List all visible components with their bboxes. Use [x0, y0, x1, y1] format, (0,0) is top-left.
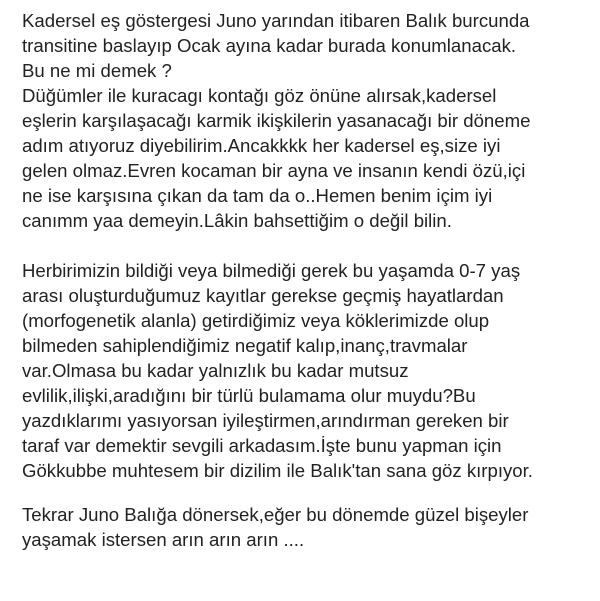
- document-body: [22, 8, 594, 552]
- text-line: ne ise karşısına çıkan da tam da o..Hemen benim içim iyi: [22, 185, 493, 206]
- text-line: gelen olmaz.Evren kocaman bir ayna ve insanın kendi özü,içi: [22, 160, 526, 181]
- text-line: Gökkubbe muhtesem bir dizilim ile Balık'tan sana göz kırpıyor.: [22, 460, 533, 481]
- text-line: yazdıklarımı yasıyorsan iyileştirmen,arındırman gereken bir: [22, 410, 509, 431]
- text-line: bilmeden sahiplendiğimiz negatif kalıp,inanç,travmalar: [22, 335, 468, 356]
- text-line: Tekrar Juno Balığa dönersek,eğer bu dönemde güzel bişeyler: [22, 504, 529, 525]
- text-line: evlilik,ilişki,aradığını bir türlü bulamama olur muydu?Bu: [22, 385, 476, 406]
- text-line: Kadersel eş göstergesi Juno yarından itibaren Balık burcunda: [22, 10, 530, 31]
- text-line: Herbirimizin bildiği veya bilmediği gerek bu yaşamda 0-7 yaş: [22, 260, 521, 281]
- text-line: canımm yaa demeyin.Lâkin bahsettiğim o değil bilin.: [22, 210, 452, 231]
- text-line: yaşamak istersen arın arın arın ....: [22, 529, 305, 550]
- text-line: arası oluşturduğumuz kayıtlar gerekse geçmiş hayatlardan: [22, 285, 504, 306]
- text-line: var.Olmasa bu kadar yalnızlık bu kadar mutsuz: [22, 360, 409, 381]
- text-line: transitine baslayıp Ocak ayına kadar burada konumlanacak.: [22, 35, 517, 56]
- paragraph-spacer: [22, 233, 594, 258]
- paragraph-2: [22, 258, 594, 483]
- text-line: Bu ne mi demek ?: [22, 60, 172, 81]
- text-line: adım atıyoruz diyebilirim.Ancakkkk her kadersel eş,size iyi: [22, 135, 501, 156]
- text-line: (morfogenetik alanla) getirdiğimiz veya köklerimizde olup: [22, 310, 490, 331]
- paragraph-spacer: [22, 483, 594, 502]
- text-line: Düğümler ile kuracagı kontağı göz önüne alırsak,kadersel: [22, 85, 497, 106]
- text-line: taraf var demektir sevgili arkadasım.İşte bunu yapman için: [22, 435, 502, 456]
- paragraph-1: [22, 8, 594, 233]
- paragraph-3: [22, 502, 594, 552]
- text-line: eşlerin karşılaşacağı karmik ikişkilerin yasanacağı bir döneme: [22, 110, 531, 131]
